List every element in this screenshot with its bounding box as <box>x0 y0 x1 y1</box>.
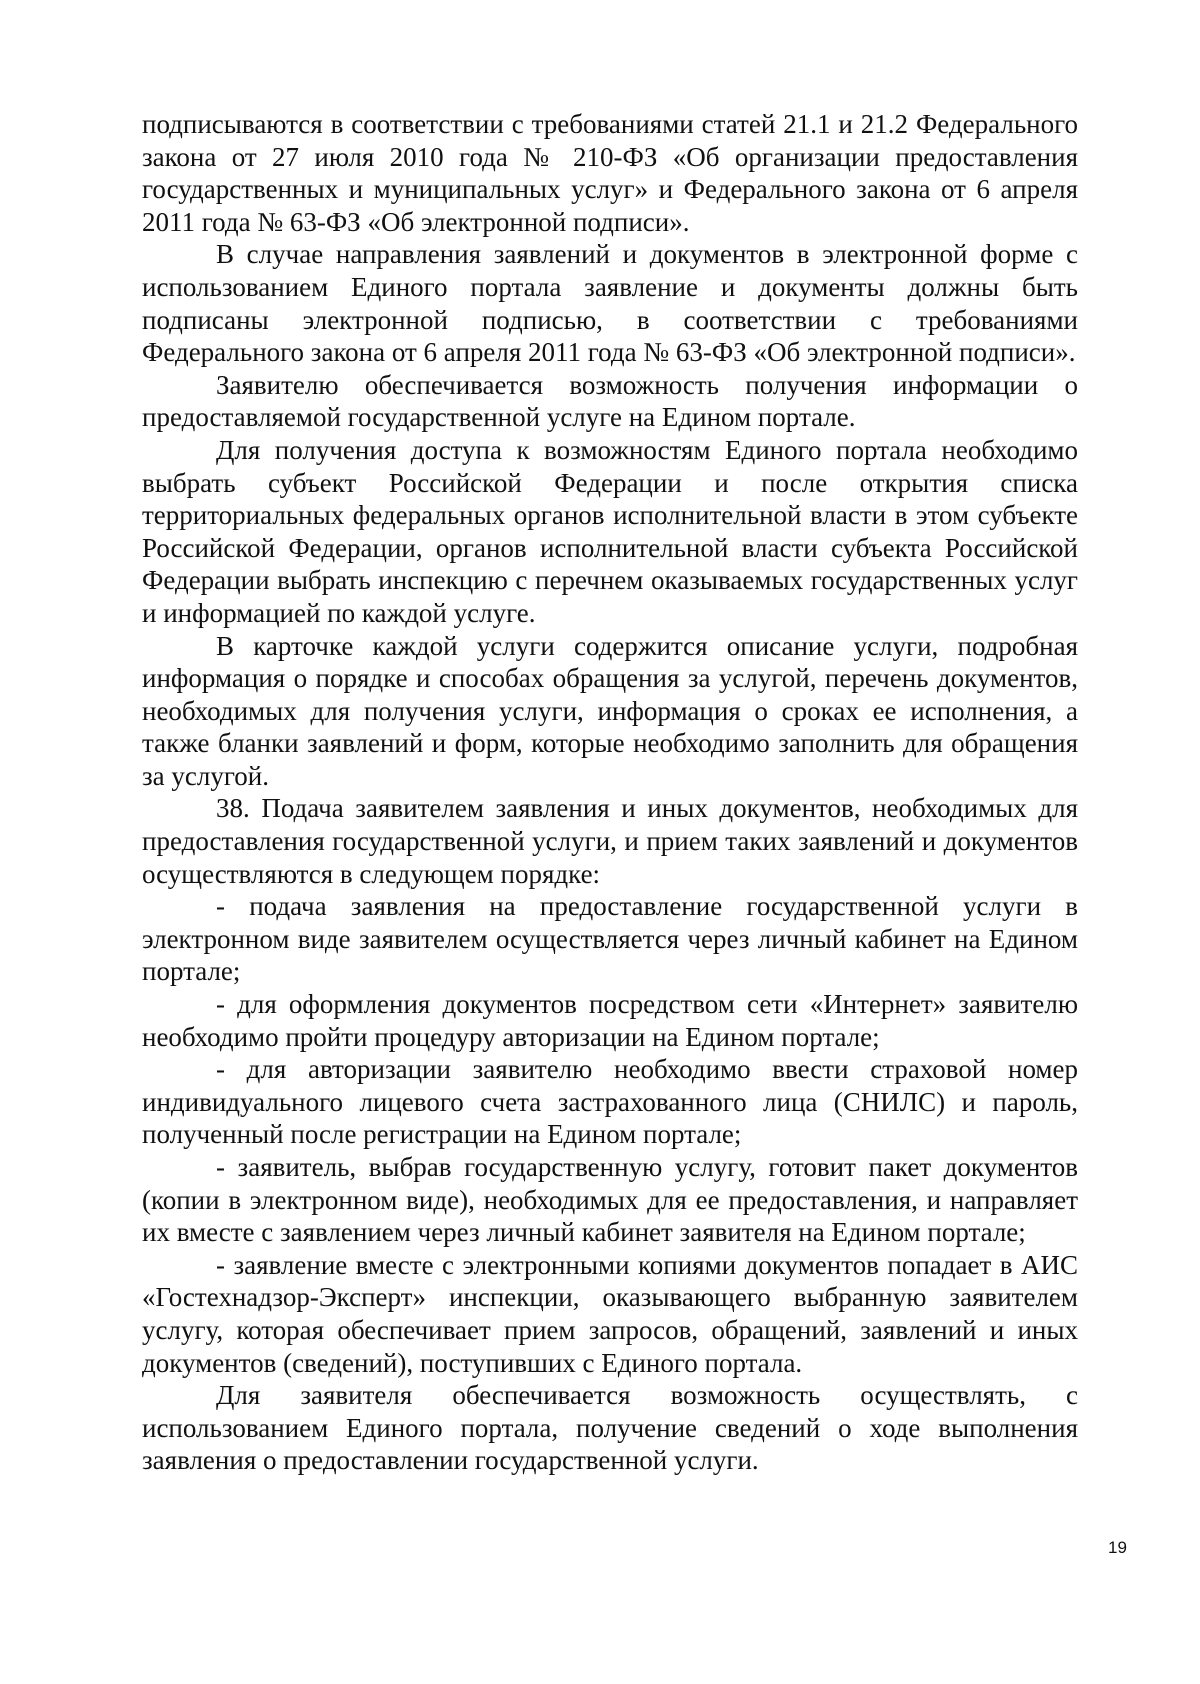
list-item-document-package: - заявитель, выбрав государственную услугу, готовит пакет документов (копии в электронном виде), необходимых для ее предоставления, и направляет их вместе с заявлением через личный кабинет заявителя на Едином портале; <box>142 1152 1078 1248</box>
paragraph-service-card: В карточке каждой услуги содержится описание услуги, подробная информация о порядке и способах обращения за услугой, перечень документов, необходимых для получения услуги, информация о сроках ее исполнения, а также бланки заявлений и форм, которые необходимо заполнить для обращения за услугой. <box>142 630 1078 791</box>
list-item-ais-delivery: - заявление вместе с электронными копиями документов попадает в АИС «Гостехнадзор-Эксперт» инспекции, оказывающего выбранную заявителем услугу, которая обеспечивает прием запросов, обращений, заявлений и иных документов (сведений), поступивших с Единого портала. <box>142 1249 1078 1378</box>
page-number: 19 <box>1108 1538 1127 1557</box>
list-item-submission: - подача заявления на предоставление государственной услуги в электронном виде заявителем осуществляется через личный кабинет на Едином портале; <box>142 891 1078 987</box>
paragraph-continuation: подписываются в соответствии с требованиями статей 21.1 и 21.2 Федерального закона от 27 июля 2010 года № 210-ФЗ «Об организации предоставления государственных и муниципальных услуг» и Федерального закона от 6 апреля 2011 года № 63-ФЗ «Об электронной подписи». <box>142 109 1078 237</box>
list-item-authorization-required: - для оформления документов посредством сети «Интернет» заявителю необходимо пройти процедуру авторизации на Едином портале; <box>142 989 1078 1052</box>
paragraph-electronic-signature: В случае направления заявлений и документов в электронной форме с использованием Единого портала заявление и документы должны быть подписаны электронной подписью, в соответствии с требованиями Федерального закона от 6 апреля 2011 года № 63-ФЗ «Об электронной подписи». <box>142 239 1078 368</box>
paragraph-information-access: Заявителю обеспечивается возможность получения информации о предоставляемой государственной услуге на Едином портале. <box>142 369 1078 433</box>
paragraph-portal-access: Для получения доступа к возможностям Единого портала необходимо выбрать субъект Российской Федерации и после открытия списка территориальных федеральных органов исполнительной власти в этом субъекте Российской Федерации, органов исполнительной власти субъекта Российской Федерации выбрать инспекцию с перечнем оказываемых государственных услуг и информацией по каждой услуге. <box>142 434 1078 628</box>
list-item-snils-login: - для авторизации заявителю необходимо ввести страховой номер индивидуального лицевого счета застрахованного лица (СНИЛС) и пароль, полученный после регистрации на Едином портале; <box>142 1054 1078 1150</box>
paragraph-clause-38: 38. Подача заявителем заявления и иных документов, необходимых для предоставления государственной услуги, и прием таких заявлений и документов осуществляются в следующем порядке: <box>142 793 1078 889</box>
paragraph-status-tracking: Для заявителя обеспечивается возможность осуществлять, с использованием Единого портала, получение сведений о ходе выполнения заявления о предоставлении государственной услуги. <box>142 1380 1078 1476</box>
document-body <box>142 108 1078 1477</box>
